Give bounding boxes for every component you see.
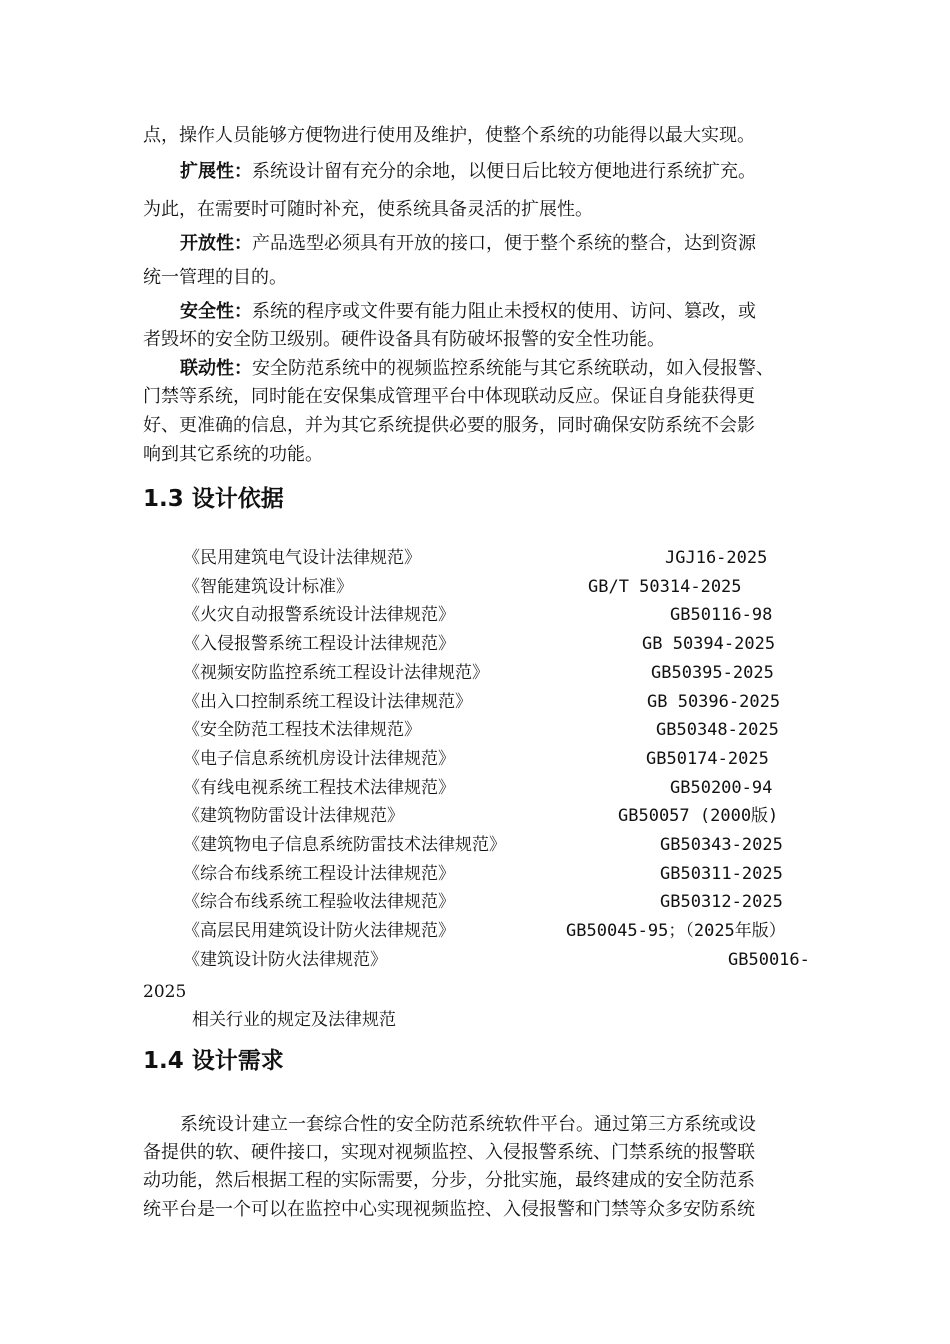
reference-code: GB50395-2025 [651,663,774,683]
reference-title: 《建筑物电子信息系统防雷技术法律规范》 [183,835,506,855]
paragraph-line [180,160,756,184]
reference-code: GB50045-95；（2025年版） [566,921,786,941]
term-label: 开放性： [180,233,252,254]
reference-code: GB50343-2025 [660,835,783,855]
term-label: 安全性： [180,301,252,322]
reference-code: GB/T 50314-2025 [588,577,742,597]
reference-title: 《民用建筑电气设计法律规范》 [183,548,421,568]
reference-title: 《入侵报警系统工程设计法律规范》 [183,634,455,654]
reference-code: GB 50396-2025 [647,692,781,712]
section-heading: 1.4 设计需求 [143,1048,284,1074]
term-label: 扩展性： [180,161,252,182]
term-text: 产品选型必须具有开放的接口，便于整个系统的整合，达到资源 [252,233,756,254]
reference-code: GB50312-2025 [660,892,783,912]
term-label: 联动性： [180,358,252,379]
reference-title: 《有线电视系统工程技术法律规范》 [183,778,455,798]
reference-code: GB50200-94 [670,778,773,798]
paragraph-line: 好、更准确的信息，并为其它系统提供必要的服务，同时确保安防系统不会影 [143,415,755,436]
reference-title: 《视频安防监控系统工程设计法律规范》 [183,663,489,683]
reference-note: 相关行业的规定及法律规范 [192,1010,396,1030]
reference-code: JGJ16-2025 [665,548,768,568]
reference-code: GB50016- [728,950,810,970]
reference-title: 《高层民用建筑设计防火法律规范》 [183,921,455,941]
reference-code-continuation: 2025 [143,982,187,1002]
term-text: 安全防范系统中的视频监控系统能与其它系统联动，如入侵报警、 [252,358,774,379]
reference-title: 《建筑设计防火法律规范》 [183,950,387,970]
paragraph-line: 备提供的软、硬件接口，实现对视频监控、入侵报警系统、门禁系统的报警联 [143,1142,755,1163]
paragraph-line: 为此，在需要时可随时补充，使系统具备灵活的扩展性。 [143,199,593,220]
reference-title: 《火灾自动报警系统设计法律规范》 [183,605,455,625]
reference-code: GB50174-2025 [646,749,769,769]
paragraph-line: 者毁坏的安全防卫级别。硬件设备具有防破坏报警的安全性功能。 [143,329,665,350]
paragraph-line: 统平台是一个可以在监控中心实现视频监控、入侵报警和门禁等众多安防系统 [143,1199,755,1220]
paragraph-line: 门禁等系统，同时能在安保集成管理平台中体现联动反应。保证自身能获得更 [143,386,755,407]
reference-code: GB 50394-2025 [642,634,776,654]
paragraph-line: 动功能，然后根据工程的实际需要，分步，分批实施，最终建成的安全防范系 [143,1170,755,1191]
paragraph-line: 点，操作人员能够方便物进行使用及维护，使整个系统的功能得以最大实现。 [143,125,755,146]
reference-title: 《综合布线系统工程验收法律规范》 [183,892,455,912]
reference-title: 《智能建筑设计标准》 [183,577,353,597]
reference-title: 《出入口控制系统工程设计法律规范》 [183,692,472,712]
term-text: 系统设计留有充分的余地，以便日后比较方便地进行系统扩充。 [252,161,756,182]
paragraph-line [180,357,774,381]
paragraph-line [180,232,756,256]
term-text: 系统的程序或文件要有能力阻止未授权的使用、访问、篡改，或 [252,301,756,322]
reference-code: GB50348-2025 [656,720,779,740]
paragraph-line [180,300,756,324]
section-heading: 1.3 设计依据 [143,486,284,512]
reference-title: 《综合布线系统工程设计法律规范》 [183,864,455,884]
reference-title: 《建筑物防雷设计法律规范》 [183,806,404,826]
reference-title: 《安全防范工程技术法律规范》 [183,720,421,740]
paragraph-line: 响到其它系统的功能。 [143,444,323,465]
reference-title: 《电子信息系统机房设计法律规范》 [183,749,455,769]
reference-code: GB50311-2025 [660,864,783,884]
paragraph-line: 统一管理的目的。 [143,267,287,288]
reference-code: GB50057 (2000版) [618,806,779,826]
paragraph-line: 系统设计建立一套综合性的安全防范系统软件平台。通过第三方系统或设 [180,1114,756,1135]
reference-code: GB50116-98 [670,605,773,625]
